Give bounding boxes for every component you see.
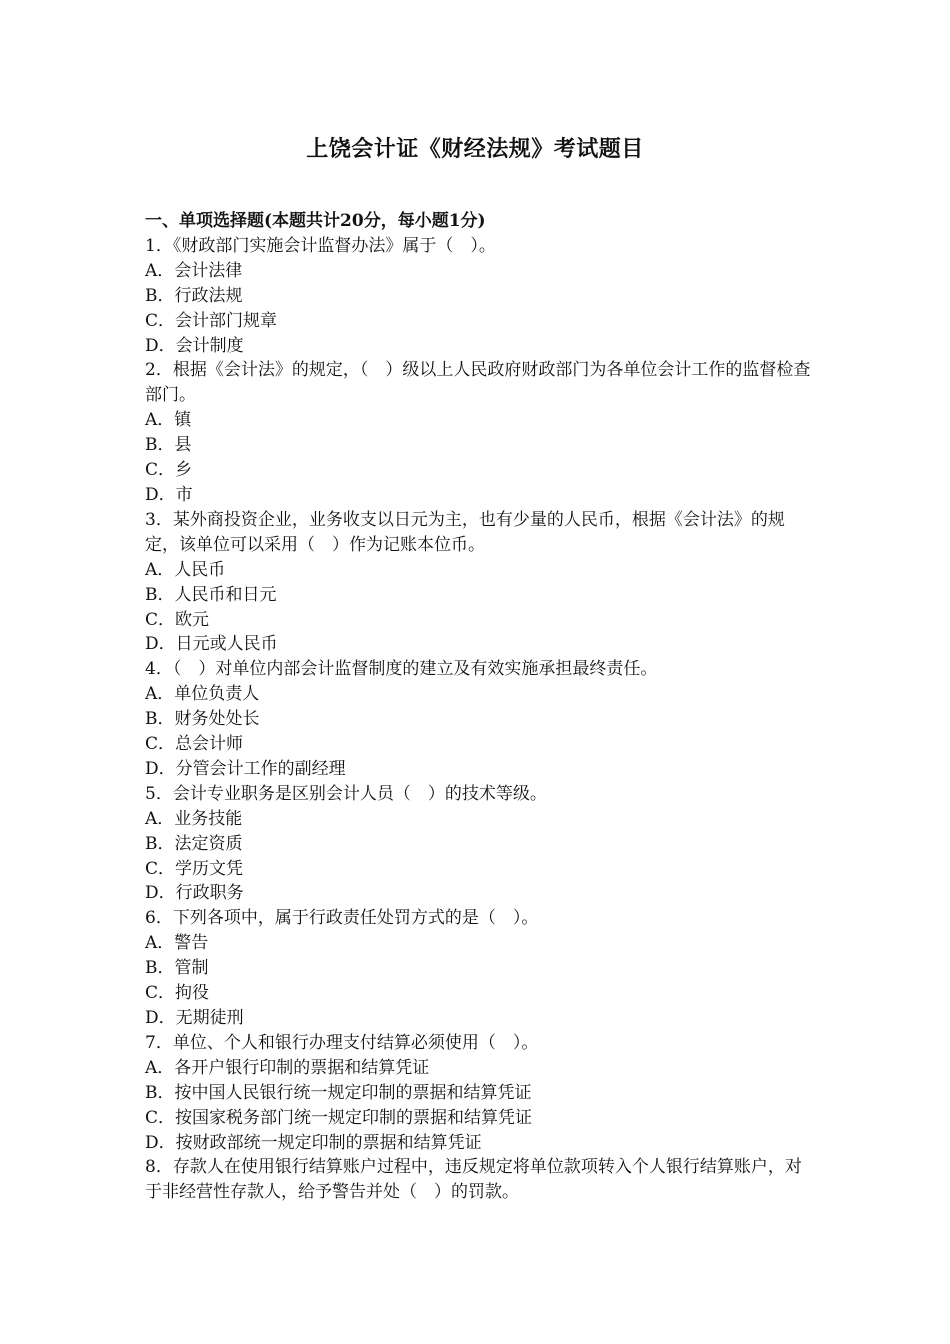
question-stem: 2．根据《会计法》的规定，（ ）级以上人民政府财政部门为各单位会计工作的监督检查部门。 [145, 360, 811, 406]
page-title: 上饶会计证《财经法规》考试题目 [306, 136, 644, 162]
option-a: A．镇 [145, 410, 192, 431]
option-b: B．行政法规 [145, 285, 243, 306]
question-2 [145, 358, 813, 507]
option-a: A．业务技能 [145, 808, 243, 829]
option-c: C．拘役 [145, 983, 210, 1004]
question-stem: 8．存款人在使用银行结算账户过程中，违反规定将单位款项转入个人银行结算账户，对于非经营性存款人，给予警告并处（ ）的罚款。 [145, 1157, 802, 1203]
option-a: A．会计法律 [145, 260, 243, 281]
option-d: D．行政职务 [145, 883, 244, 904]
option-b: B．按中国人民银行统一规定印制的票据和结算凭证 [145, 1082, 532, 1103]
option-a: A．警告 [145, 933, 209, 954]
question-5 [145, 782, 813, 907]
option-c: C．学历文凭 [145, 858, 244, 879]
option-d: D．分管会计工作的副经理 [145, 758, 346, 779]
option-a: A．单位负责人 [145, 684, 260, 705]
option-c: C．按国家税务部门统一规定印制的票据和结算凭证 [145, 1107, 533, 1128]
question-list [145, 209, 813, 1205]
option-b: B．县 [145, 435, 192, 456]
option-d: D．日元或人民币 [145, 634, 278, 655]
option-d: D．市 [145, 484, 193, 505]
question-stem: 7．单位、个人和银行办理支付结算必须使用（ ）。 [145, 1032, 539, 1053]
option-d: D．无期徒刑 [145, 1008, 244, 1028]
option-b: B．管制 [145, 958, 209, 979]
option-c: C．乡 [145, 460, 193, 481]
question-8 [145, 1155, 813, 1205]
option-c: C．会计部门规章 [145, 310, 278, 331]
option-b: B．人民币和日元 [145, 584, 277, 605]
question-4 [145, 657, 813, 782]
option-a: A．各开户银行印制的票据和结算凭证 [145, 1057, 430, 1078]
question-6 [145, 906, 813, 1031]
option-d: D．按财政部统一规定印制的票据和结算凭证 [145, 1132, 482, 1153]
question-1 [145, 234, 813, 359]
option-c: C．欧元 [145, 609, 210, 630]
question-7 [145, 1031, 813, 1156]
question-stem: 6．下列各项中，属于行政责任处罚方式的是（ ）。 [145, 908, 539, 929]
option-d: D．会计制度 [145, 335, 244, 356]
question-stem: 3．某外商投资企业，业务收支以日元为主，也有少量的人民币，根据《会计法》的规定，该单位可以采用（ ）作为记账本位币。 [145, 509, 785, 555]
question-stem: 5．会计专业职务是区别会计人员（ ）的技术等级。 [145, 783, 547, 804]
question-3 [145, 508, 813, 657]
section-heading: 一、单项选择题(本题共计20分，每小题1分) [145, 211, 486, 231]
option-a: A．人民币 [145, 559, 226, 580]
question-stem: 1．《财政部门实施会计监督办法》属于（ ）。 [145, 235, 496, 256]
option-b: B．法定资质 [145, 833, 243, 854]
option-b: B．财务处处长 [145, 709, 260, 730]
question-stem: 4．（ ）对单位内部会计监督制度的建立及有效实施承担最终责任。 [145, 659, 658, 680]
option-c: C．总会计师 [145, 734, 244, 755]
